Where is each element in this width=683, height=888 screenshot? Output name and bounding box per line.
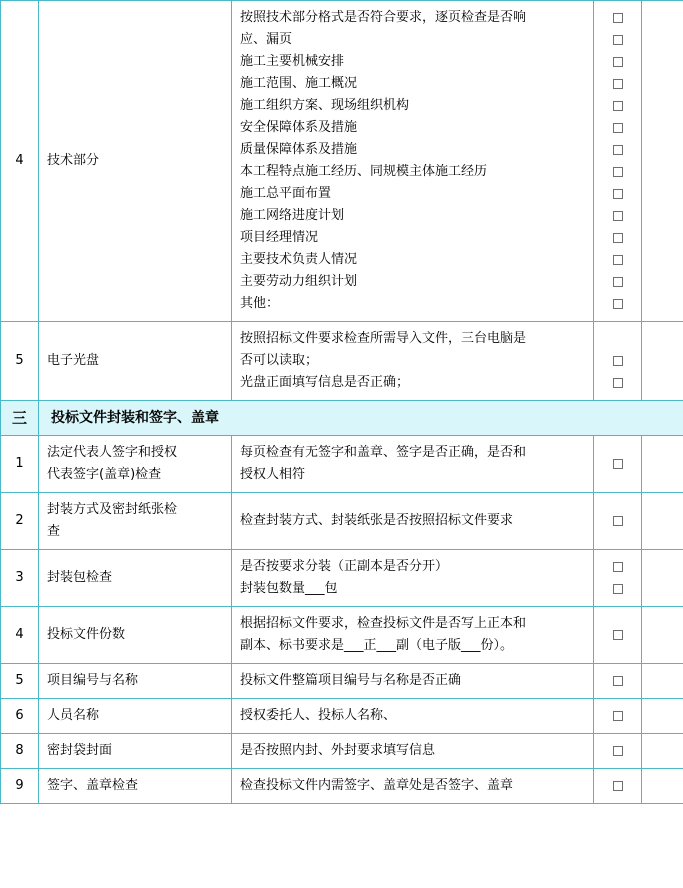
row-item-name [39,734,232,769]
row-description [232,550,594,607]
desc-line: 施工主要机械安排 [240,54,345,69]
row-remark-cell[interactable] [642,1,683,322]
checkbox-line [613,249,623,271]
row-number: 9 [1,769,39,804]
checkbox-icon[interactable] [613,378,623,388]
row-description [232,664,594,699]
item-line: 封装包检查 [47,570,113,585]
desc-line: 投标文件整篇项目编号与名称是否正确 [240,673,462,688]
checkbox-line [613,51,623,73]
item-line: 查 [47,524,61,539]
checkbox-icon[interactable] [613,79,623,89]
row-item-name [39,493,232,550]
checkbox-icon[interactable] [613,746,623,756]
table-row [1,1,683,322]
checkbox-icon[interactable] [613,676,623,686]
desc-line: 其他： [240,296,280,311]
item-line: 人员名称 [47,708,100,723]
table-row [1,493,683,550]
desc-line: 安全保障体系及措施 [240,120,358,135]
row-number: 3 [1,550,39,607]
row-description [232,607,594,664]
checkbox-line [613,205,623,227]
checkbox-line [613,29,623,51]
row-item-name [39,664,232,699]
item-line: 封装方式及密封纸张检 [47,502,178,517]
table-row [1,699,683,734]
item-line: 密封袋封面 [47,743,113,758]
checkbox-icon[interactable] [613,123,623,133]
desc-line: 施工组织方案、现场组织机构 [240,98,410,113]
checkbox-line [613,556,623,578]
checkbox-icon[interactable] [613,145,623,155]
row-remark-cell[interactable] [642,769,683,804]
row-number: 5 [1,322,39,401]
checkbox-icon[interactable] [613,101,623,111]
row-item-name: 电子光盘 [39,322,232,401]
checkbox-line [613,95,623,117]
desc-line: 项目经理情况 [240,230,319,245]
desc-line: 每页检查有无签字和盖章、签字是否正确，是否和 [240,445,527,460]
row-description [232,1,594,322]
desc-line: 否可以读取； [240,353,319,368]
checkbox-icon[interactable] [613,233,623,243]
checkbox-icon[interactable] [613,584,623,594]
checkbox-icon[interactable] [613,356,623,366]
desc-line: 检查封装方式、封装纸张是否按照招标文件要求 [240,513,514,528]
row-number: 1 [1,436,39,493]
row-checkbox-cell [594,436,642,493]
section-title: 投标文件封装和签字、盖章 [39,401,683,436]
checkbox-line [613,183,623,205]
desc-line: 施工范围、施工概况 [240,76,358,91]
desc-line: 是否按照内封、外封要求填写信息 [240,743,436,758]
checkbox-icon[interactable] [613,13,623,23]
checkbox-line [613,7,623,29]
row-remark-cell[interactable] [642,734,683,769]
row-number: 6 [1,699,39,734]
row-checkbox-cell [594,699,642,734]
table-row [1,769,683,804]
row-item-name [39,550,232,607]
row-remark-cell[interactable] [642,550,683,607]
desc-line: 质量保障体系及措施 [240,142,358,157]
row-checkbox-cell [594,1,642,322]
checkbox-icon[interactable] [613,299,623,309]
desc-line: 主要劳动力组织计划 [240,274,358,289]
row-item-name: 技术部分 [39,1,232,322]
table-row [1,550,683,607]
row-description [232,436,594,493]
item-line: 签字、盖章检查 [47,778,139,793]
row-number: 4 [1,1,39,322]
row-number: 2 [1,493,39,550]
desc-line: 应、漏页 [240,32,293,47]
item-line: 法定代表人签字和授权 [47,445,178,460]
table-body [1,1,683,804]
checkbox-icon[interactable] [613,781,623,791]
desc-line: 光盘正面填写信息是否正确； [240,375,410,390]
desc-line: 授权委托人、投标人名称、 [240,708,397,723]
item-line: 项目编号与名称 [47,673,139,688]
section-number: 三 [1,401,39,436]
table-row [1,734,683,769]
checkbox-line [613,372,623,394]
checkbox-line [613,578,623,600]
desc-line: 是否按要求分装（正副本是否分开） [240,559,449,574]
row-remark-cell[interactable] [642,436,683,493]
row-remark-cell[interactable] [642,699,683,734]
checkbox-line [613,271,623,293]
checkbox-line [613,139,623,161]
row-description [232,322,594,401]
desc-line: 主要技术负责人情况 [240,252,358,267]
checkbox-icon[interactable] [613,167,623,177]
section-header-row [1,401,683,436]
row-checkbox-cell [594,664,642,699]
checkbox-icon[interactable] [613,516,623,526]
checkbox-icon[interactable] [613,57,623,67]
row-checkbox-cell [594,769,642,804]
desc-line: 封装包数量___包 [240,581,338,596]
desc-line: 检查投标文件内需签字、盖章处是否签字、盖章 [240,778,514,793]
row-number: 8 [1,734,39,769]
desc-line: 施工网络进度计划 [240,208,345,223]
checkbox-icon[interactable] [613,277,623,287]
row-checkbox-cell [594,607,642,664]
checkbox-line [613,350,623,372]
checkbox-line [613,161,623,183]
desc-line: 副本、标书要求是___正___副（电子版___份）。 [240,638,514,653]
checkbox-icon[interactable] [613,189,623,199]
row-number: 4 [1,607,39,664]
desc-line: 授权人相符 [240,467,306,482]
checkbox-icon[interactable] [613,459,623,469]
row-description [232,769,594,804]
item-line: 投标文件份数 [47,627,126,642]
row-remark-cell[interactable] [642,607,683,664]
item-line: 代表签字(盖章)检查 [47,467,162,482]
row-description [232,493,594,550]
desc-line: 按照招标文件要求检查所需导入文件，三台电脑是 [240,331,527,346]
table-row [1,322,683,401]
row-number: 5 [1,664,39,699]
row-description [232,734,594,769]
table-row [1,436,683,493]
table-row [1,664,683,699]
checkbox-icon[interactable] [613,562,623,572]
checkbox-icon[interactable] [613,35,623,45]
desc-line: 施工总平面布置 [240,186,332,201]
row-item-name [39,769,232,804]
row-remark-cell[interactable] [642,493,683,550]
row-item-name [39,699,232,734]
row-item-name [39,607,232,664]
checkbox-line [613,73,623,95]
row-item-name [39,436,232,493]
row-remark-cell[interactable] [642,322,683,401]
checkbox-icon[interactable] [613,711,623,721]
row-checkbox-cell [594,550,642,607]
row-description [232,699,594,734]
checkbox-icon[interactable] [613,255,623,265]
checkbox-icon[interactable] [613,211,623,221]
desc-line: 本工程特点施工经历、同规模主体施工经历 [240,164,488,179]
desc-line: 根据招标文件要求，检查投标文件是否写上正本和 [240,616,527,631]
checkbox-line [613,117,623,139]
row-checkbox-cell [594,734,642,769]
desc-line: 按照技术部分格式是否符合要求，逐页检查是否响 [240,10,527,25]
checkbox-line [613,227,623,249]
checkbox-icon[interactable] [613,630,623,640]
table-row [1,607,683,664]
checkbox-line [613,293,623,315]
row-remark-cell[interactable] [642,664,683,699]
row-checkbox-cell [594,493,642,550]
row-checkbox-cell [594,322,642,401]
